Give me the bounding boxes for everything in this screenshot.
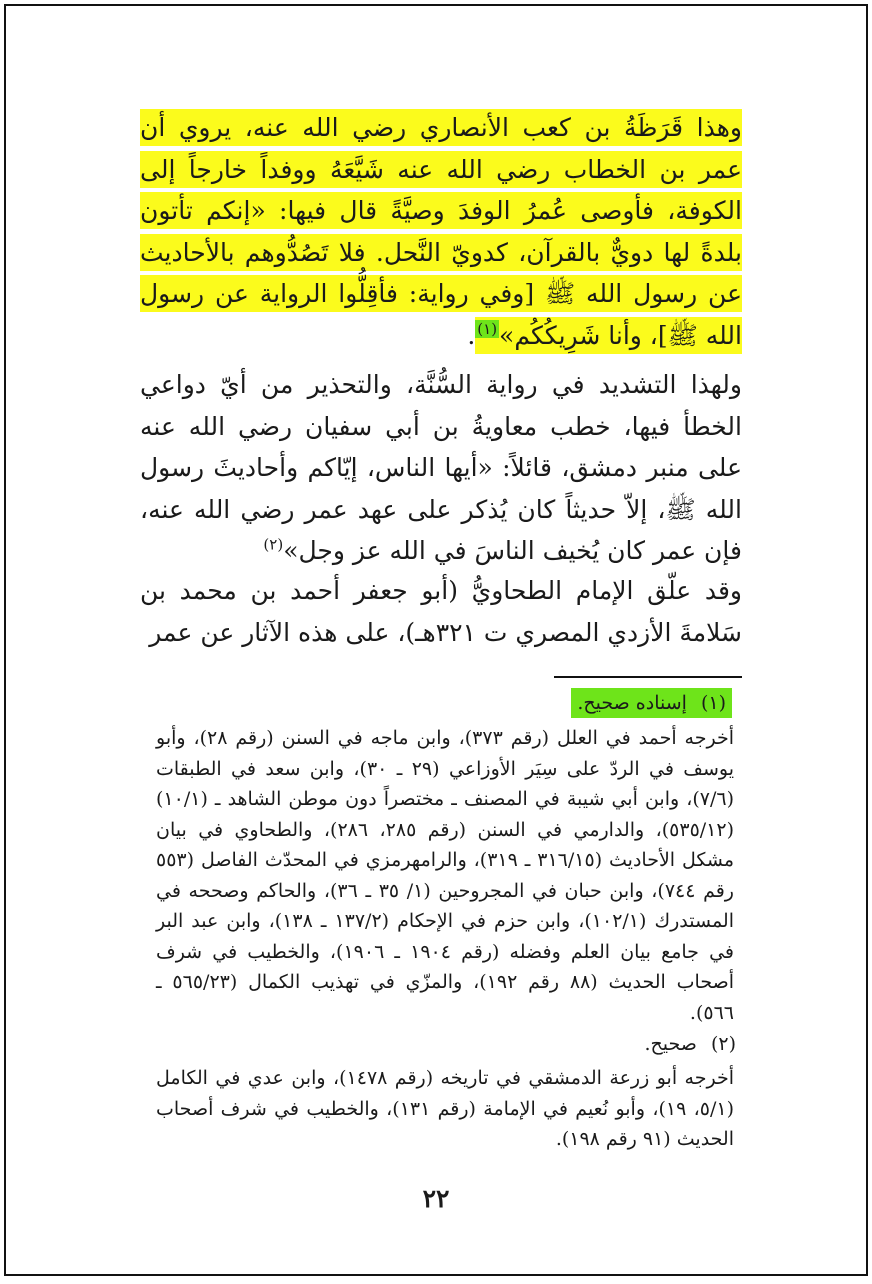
yellow-highlight <box>140 109 742 354</box>
footnote-1-heading <box>571 688 732 718</box>
paragraph-muawiya <box>140 364 742 572</box>
footnote-2-heading <box>645 1029 737 1059</box>
footnote-1-number: (١) <box>700 692 726 714</box>
paragraph-1-text: وهذا قَرَظَةُ بن كعب الأنصاري رضي الله عنه، يروي أن عمر بن الخطاب رضي الله عنه شَيَّعَهُ ووفداً خارجاً إلى الكوفة، فأوصى عُمرُ الوفدَ وصيَّةً قال فيها: «إنكم تأتون بلدةً لها دويٌّ بالقرآن، كدويّ النَّحل. فلا تَصُدُّوهم بالأحاديث عن رسول الله ﷺ [وفي رواية: فأقِلُّوا الرواية عن رسول الله ﷺ]، وأنا شَرِيكُكُم» <box>140 113 742 350</box>
paragraph-tahawi <box>140 570 742 653</box>
footnote-1-text: أخرجه أحمد في العلل (رقم ٣٧٣)، وابن ماجه في السنن (رقم ٢٨)، وأبو يوسف في الردّ على سِيَر الأوزاعي (٢٩ ـ ٣٠)، وابن سعد في الطبقات (٧/٦)، وابن أبي شيبة في المصنف ـ مختصراً دون موطن الشاهد ـ (١٠/١) (٥٣٥/١٢)، والدارمي في السنن (رقم ٢٨٥، ٢٨٦)، والطحاوي في بيان مشكل الأحاديث (٣١٦/١٥ ـ ٣١٩)، والرامهرمزي في المحدّث الفاصل (٥٥٣ رقم ٧٤٤)، وابن حبان في المجروحين (١/ ٣٥ ـ ٣٦)، والحاكم وصححه في المستدرك (١٠٢/١)، وابن حزم في الإحكام (١٣٧/٢ ـ ١٣٨)، وابن عبد البر في جامع بيان العلم وفضله (رقم ١٩٠٤ ـ ١٩٠٦)، والخطيب في شرف أصحاب الحديث (٨٨ رقم ١٩٢)، والمزّي في تهذيب الكمال (٥٦٥/٢٣ ـ ٥٦٦). <box>156 727 735 1024</box>
footnote-ref-1: (١) <box>477 320 498 339</box>
page-number: ٢٢ <box>422 1184 450 1213</box>
book-page <box>4 4 868 1276</box>
end-dot: . <box>467 320 476 350</box>
paragraph-qaraza <box>140 107 742 356</box>
paragraph-3-text: وقد علّق الإمام الطحاويُّ (أبو جعفر أحمد بن محمد بن سَلامةَ الأزدي المصري ت ٣٢١هـ)، على هذه الآثار عن عمر <box>140 576 742 647</box>
footnote-ref-2: (٢) <box>263 535 284 554</box>
paragraph-2-text: ولهذا التشديد في رواية السُّنَّة، والتحذير من أيّ دواعي الخطأ فيها، خطب معاويةُ بن أبي سفيان رضي الله عنه على منبر دمشق، قائلاً: «أيها الناس، إيّاكم وأحاديثَ رسول الله ﷺ، إلاّ حديثاً كان يُذكر على عهد عمر رضي الله عنه، فإن عمر كان يُخيف الناسَ في الله عز وجل» <box>140 370 742 565</box>
footnote-2-title: صحيح. <box>644 1033 697 1055</box>
footnote-1-title: إسناده صحيح. <box>577 692 687 714</box>
footnote-2-number: (٢) <box>710 1033 736 1055</box>
footnote-2-text: أخرجه أبو زرعة الدمشقي في تاريخه (رقم ١٤٧٨)، وابن عدي في الكامل (٥/١، ١٩)، وأبو نُعيم في الإمامة (رقم ١٣١)، والخطيب في شرف أصحاب الحديث (٩١ رقم ١٩٨). <box>156 1067 735 1150</box>
footnote-divider <box>554 676 742 678</box>
